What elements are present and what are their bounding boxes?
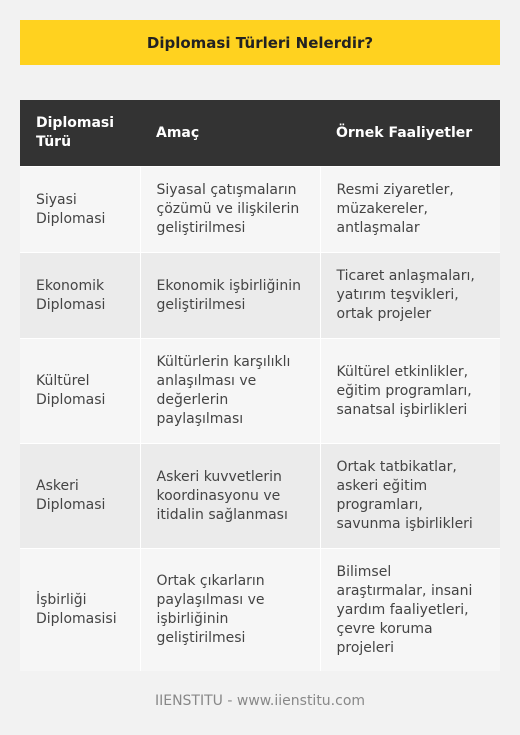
cell-examples: Ortak tatbikatlar, askeri eğitim programları, savunma işbirlikleri <box>320 444 500 549</box>
cell-examples: Ticaret anlaşmaları, yatırım teşvikleri, ortak projeler <box>320 253 500 339</box>
cell-type: İşbirliği Diplomasisi <box>20 549 140 672</box>
cell-type: Siyasi Diplomasi <box>20 167 140 253</box>
cell-purpose: Kültürlerin karşılıklı anlaşılması ve değerlerin paylaşılması <box>140 339 320 444</box>
diplomacy-types-table <box>20 100 500 671</box>
footer-credit: IIENSTITU - www.iienstitu.com <box>154 693 366 709</box>
column-header-purpose: Amaç <box>140 100 320 167</box>
cell-examples: Kültürel etkinlikler, eğitim programları, sanatsal işbirlikleri <box>320 339 500 444</box>
column-header-examples: Örnek Faaliyetler <box>320 100 500 167</box>
cell-examples: Resmi ziyaretler, müzakereler, antlaşmalar <box>320 167 500 253</box>
cell-type: Askeri Diplomasi <box>20 444 140 549</box>
cell-purpose: Siyasal çatışmaların çözümü ve ilişkilerin geliştirilmesi <box>140 167 320 253</box>
table-header-row <box>20 100 500 167</box>
page-title: Diplomasi Türleri Nelerdir? <box>20 20 500 65</box>
table-row <box>20 444 500 549</box>
cell-purpose: Ekonomik işbirliğinin geliştirilmesi <box>140 253 320 339</box>
cell-purpose: Ortak çıkarların paylaşılması ve işbirliğinin geliştirilmesi <box>140 549 320 672</box>
table-row <box>20 339 500 444</box>
cell-type: Kültürel Diplomasi <box>20 339 140 444</box>
cell-purpose: Askeri kuvvetlerin koordinasyonu ve itidalin sağlanması <box>140 444 320 549</box>
table-row <box>20 253 500 339</box>
column-header-type: Diplomasi Türü <box>20 100 140 167</box>
table-row <box>20 167 500 253</box>
table-row <box>20 549 500 672</box>
cell-examples: Bilimsel araştırmalar, insani yardım faaliyetleri, çevre koruma projeleri <box>320 549 500 672</box>
cell-type: Ekonomik Diplomasi <box>20 253 140 339</box>
